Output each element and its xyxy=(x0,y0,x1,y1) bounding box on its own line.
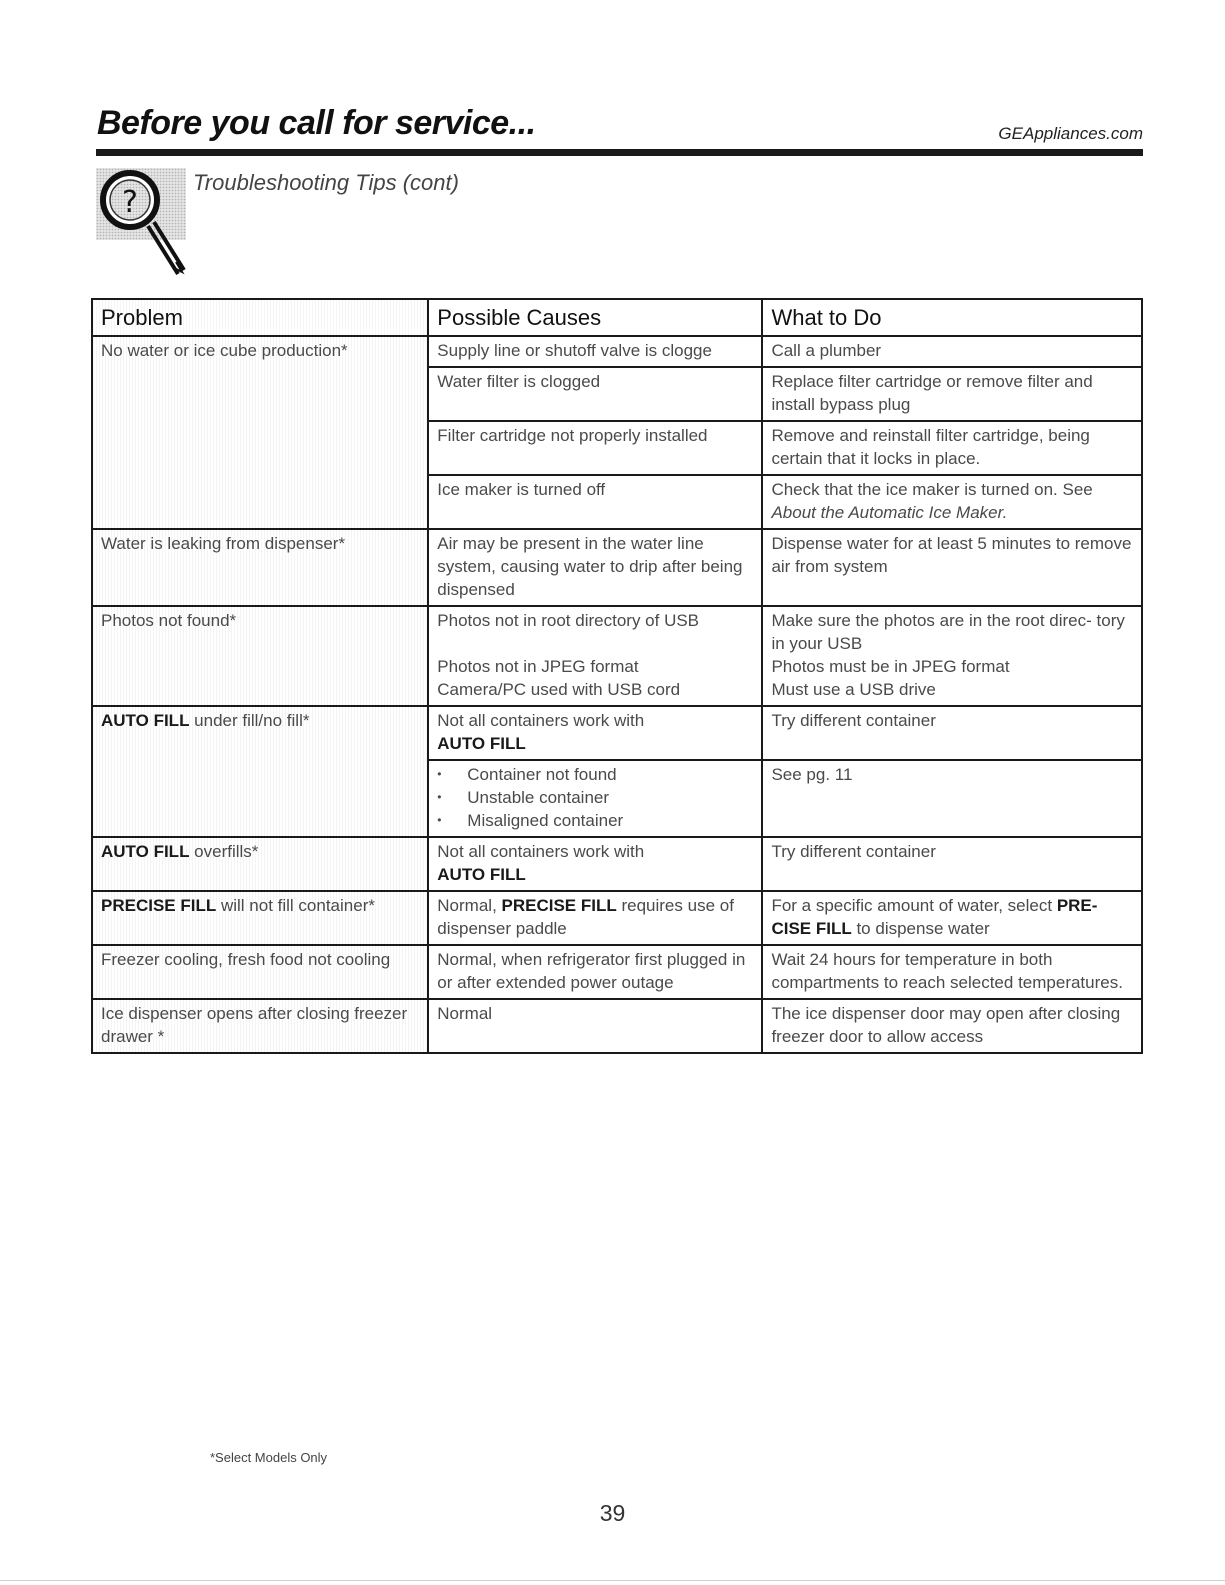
header-divider xyxy=(96,149,1143,156)
list-item: • Unstable container xyxy=(467,786,753,809)
page-number: 39 xyxy=(599,1500,626,1526)
action-text: to dispense water xyxy=(851,919,990,938)
problem-cell: No water or ice cube production* xyxy=(92,336,428,529)
cause-cell xyxy=(428,837,762,891)
problem-cell: Ice dispenser opens after closing freezer drawer * xyxy=(92,999,428,1053)
table-row xyxy=(92,336,1142,367)
section-subtitle: Troubleshooting Tips (cont) xyxy=(193,170,459,195)
page-bottom-edge xyxy=(0,1580,1225,1581)
cause-cell: Ice maker is turned off xyxy=(428,475,762,529)
cause-cell xyxy=(428,760,762,837)
cause-cell: Water filter is clogged xyxy=(428,367,762,421)
action-cell: Remove and reinstall filter cartridge, being certain that it locks in place. xyxy=(762,421,1142,475)
table-row xyxy=(92,606,1142,706)
troubleshooting-table xyxy=(91,298,1143,1054)
problem-cell: Freezer cooling, fresh food not cooling xyxy=(92,945,428,999)
cause-line: Photos not in JPEG format xyxy=(437,657,639,676)
action-cell: The ice dispenser door may open after closing freezer door to allow access xyxy=(762,999,1142,1053)
action-cell: Replace filter cartridge or remove filter and install bypass plug xyxy=(762,367,1142,421)
cause-text: requires use of dispenser paddle xyxy=(437,896,734,938)
action-cell: Try different container xyxy=(762,837,1142,891)
problem-text: overfills* xyxy=(189,842,259,861)
table-row xyxy=(92,529,1142,606)
footnote: *Select Models Only xyxy=(210,1450,328,1465)
cross-reference: About the Automatic Ice Maker. xyxy=(771,503,1008,522)
magnifier-question-icon xyxy=(96,162,196,278)
cause-text: Not all containers work with xyxy=(437,711,645,730)
feature-name: AUTO FILL xyxy=(437,734,526,753)
feature-name: PRECISE FILL xyxy=(101,896,217,915)
column-header-problem: Problem xyxy=(92,299,428,336)
cause-text: Not all containers work with xyxy=(437,842,645,861)
svg-text:?: ? xyxy=(122,185,138,220)
feature-name: AUTO FILL xyxy=(437,865,526,884)
problem-cell xyxy=(92,837,428,891)
cause-line: Camera/PC used with USB cord xyxy=(437,680,681,699)
feature-name: PRE- CISE FILL xyxy=(771,896,1098,938)
problem-text: will not fill container* xyxy=(216,896,375,915)
action-text: For a specific amount of water, select xyxy=(771,896,1057,915)
table-row xyxy=(92,706,1142,760)
action-text: Check that the ice maker is turned on. See xyxy=(771,480,1093,499)
action-cell: Try different container xyxy=(762,706,1142,760)
action-cell xyxy=(762,606,1142,706)
column-header-causes: Possible Causes xyxy=(428,299,762,336)
action-cell xyxy=(762,891,1142,945)
problem-cell: Photos not found* xyxy=(92,606,428,706)
cause-text: Normal, xyxy=(437,896,502,915)
table-row xyxy=(92,945,1142,999)
table-row xyxy=(92,837,1142,891)
problem-text: under fill/no fill* xyxy=(189,711,310,730)
list-item: • Container not found xyxy=(467,763,753,786)
page-title: Before you call for service... xyxy=(97,104,536,142)
action-cell: See pg. 11 xyxy=(762,760,1142,837)
action-cell: Wait 24 hours for temperature in both compartments to reach selected temperatures. xyxy=(762,945,1142,999)
problem-cell xyxy=(92,706,428,837)
table-row xyxy=(92,999,1142,1053)
cause-cell xyxy=(428,891,762,945)
cause-list xyxy=(437,763,753,832)
cause-cell: Filter cartridge not properly installed xyxy=(428,421,762,475)
table-header-row xyxy=(92,299,1142,336)
website-link: GEAppliances.com xyxy=(998,124,1143,143)
action-cell xyxy=(762,475,1142,529)
feature-name: PRECISE FILL xyxy=(501,896,617,915)
cause-cell xyxy=(428,606,762,706)
cause-line: Photos not in root directory of USB xyxy=(437,611,700,630)
cause-cell: Normal xyxy=(428,999,762,1053)
feature-name: AUTO FILL xyxy=(101,842,190,861)
action-line: Photos must be in JPEG format xyxy=(771,657,1010,676)
cause-cell xyxy=(428,706,762,760)
spacer xyxy=(437,632,753,655)
cause-cell: Air may be present in the water line system, causing water to drip after being dispensed xyxy=(428,529,762,606)
action-line: Make sure the photos are in the root direc- tory in your USB xyxy=(771,611,1125,653)
cause-cell: Normal, when refrigerator first plugged in or after extended power outage xyxy=(428,945,762,999)
problem-cell: Water is leaking from dispenser* xyxy=(92,529,428,606)
action-cell: Dispense water for at least 5 minutes to remove air from system xyxy=(762,529,1142,606)
action-cell: Call a plumber xyxy=(762,336,1142,367)
action-line: Must use a USB drive xyxy=(771,680,936,699)
feature-name: AUTO FILL xyxy=(101,711,190,730)
problem-cell xyxy=(92,891,428,945)
table-row xyxy=(92,891,1142,945)
cause-cell: Supply line or shutoff valve is clogge xyxy=(428,336,762,367)
column-header-what-to-do: What to Do xyxy=(762,299,1142,336)
list-item: • Misaligned container xyxy=(467,809,753,832)
